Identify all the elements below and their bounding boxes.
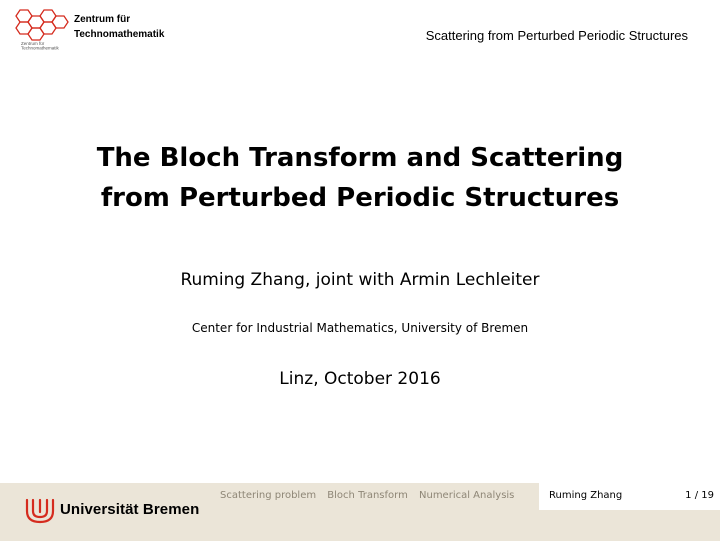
logo-caption: Zentrum für (21, 41, 45, 46)
nav-section-numerical[interactable]: Numerical Analysis (419, 490, 515, 501)
logo-caption: Technomathematik (21, 45, 59, 50)
title-line-1: The Bloch Transform and Scattering (96, 143, 624, 173)
section-navigation (220, 490, 522, 501)
author-line: Ruming Zhang, joint with Armin Lechleiter (180, 270, 540, 290)
nav-section-bloch[interactable]: Bloch Transform (327, 490, 408, 501)
university-name: Universität Bremen (60, 501, 200, 518)
org-line-2: Technomathematik (74, 29, 165, 40)
institute-line: Center for Industrial Mathematics, University of Bremen (191, 321, 529, 335)
title-line-2: from Perturbed Periodic Structures (100, 183, 620, 213)
org-line-1: Zentrum für (74, 14, 131, 25)
organization-name (74, 12, 164, 42)
footer-author-box (539, 483, 720, 510)
footer-author: Ruming Zhang (549, 490, 623, 501)
slide-header (0, 0, 720, 56)
university-bremen-logo-icon (24, 497, 56, 525)
page-number: 1 / 19 (685, 490, 714, 501)
zentrum-technomathematik-logo (12, 8, 70, 50)
slide-footer (0, 483, 720, 541)
nav-section-scattering[interactable]: Scattering problem (220, 490, 317, 501)
presentation-title (40, 138, 680, 218)
header-short-title: Scattering from Perturbed Periodic Structures (425, 28, 688, 43)
date-line: Linz, October 2016 (279, 369, 441, 389)
